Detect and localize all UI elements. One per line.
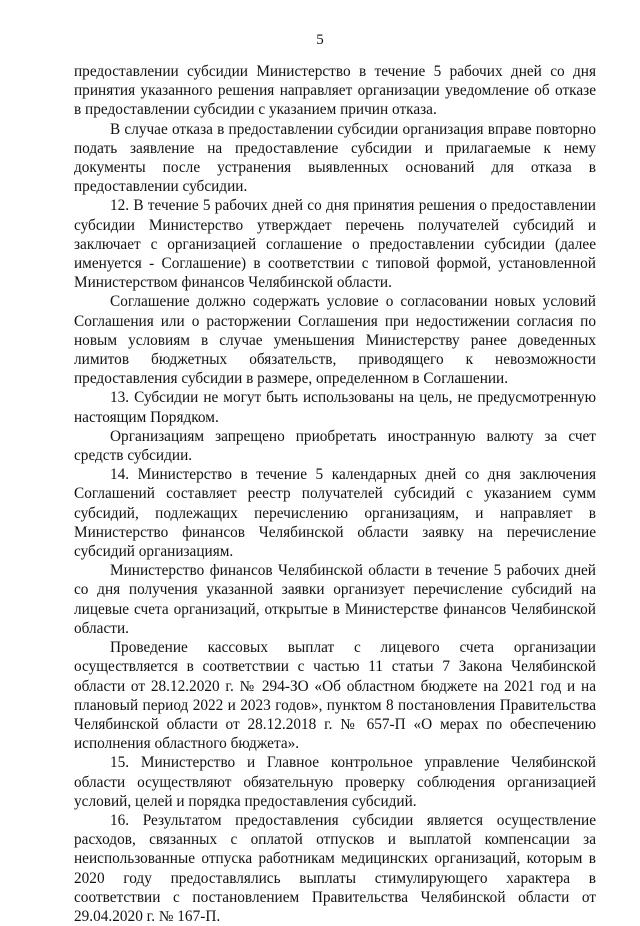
page-number: 5 — [316, 32, 324, 48]
paragraph-item-12: 12. В течение 5 рабочих дней со дня принятия решения о предоставлении субсидии Министерство утверждает перечень получателей субсидий и заключает с организацией соглашение о предоставлении субсидии (далее именуется - Соглашение) в соответствии с типовой формой, установленной Министерством финансов Челябинской области. — [74, 197, 596, 292]
paragraph-resubmission: В случае отказа в предоставлении субсидии организация вправе повторно подать заявление на предоставление субсидии и прилагаемые к нему документы после устранения выявленных оснований для отказа в предоставлении субсидии. — [74, 120, 596, 196]
paragraph-item-14: 14. Министерство в течение 5 календарных дней со дня заключения Соглашений составляет реестр получателей субсидий с указанием сумм субсидий, подлежащих перечислению организациям, и направляет в Министерство финансов Челябинской области заявку на перечисление субсидий организациям. — [74, 466, 596, 561]
paragraph-item-15: 15. Министерство и Главное контрольное управление Челябинской области осуществляют обязательную проверку соблюдения организацией условий, целей и порядка предоставления субсидий. — [74, 754, 596, 810]
paragraph-item-16: 16. Результатом предоставления субсидии является осуществление расходов, связанных с оплатой отпусков и выплатой компенсации за неиспользованные отпуска работникам медицинских организаций, которым в 2020 году предоставлялись выплаты стимулирующего характера в соответствии с постановлением Правительства Челябинской области от 29.04.2020 г. № 167-П. — [74, 811, 596, 925]
paragraph-item-13: 13. Субсидии не могут быть использованы на цель, не предусмотренную настоящим Порядком. — [74, 389, 596, 426]
paragraph-transfer: Министерство финансов Челябинской области в течение 5 рабочих дней со дня получения указанной заявки организует перечисление субсидий на лицевые счета организаций, открытые в Министерстве финансов Челябинской области. — [74, 562, 596, 637]
paragraph-continuation: предоставлении субсидии Министерство в течение 5 рабочих дней со дня принятия указанного решения направляет организации уведомление об отказе в предоставлении субсидии с указанием причин отказа. — [74, 63, 596, 119]
paragraph-agreement-conditions: Соглашение должно содержать условие о согласовании новых условий Соглашения или о расторжении Соглашения при недостижении согласия по новым условиям в случае уменьшения Министерству ранее доведенных лимитов бюджетных обязательств, приводящего к невозможности предоставления субсидии в размере, определенном в Соглашении. — [74, 293, 596, 388]
paragraph-cash-payments: Проведение кассовых выплат с лицевого счета организации осуществляется в соответствии с частью 11 статьи 7 Закона Челябинской области от 28.12.2020 г. № 294-ЗО «Об областном бюджете на 2021 год и на плановый период 2022 и 2023 годов», пунктом 8 постановления Правительства Челябинской области от 28.12.2018 г. № 657-П «О мерах по обеспечению исполнения областного бюджета». — [74, 639, 596, 753]
document-body — [74, 62, 596, 926]
paragraph-currency-ban: Организациям запрещено приобретать иностранную валюту за счет средств субсидии. — [74, 427, 596, 465]
